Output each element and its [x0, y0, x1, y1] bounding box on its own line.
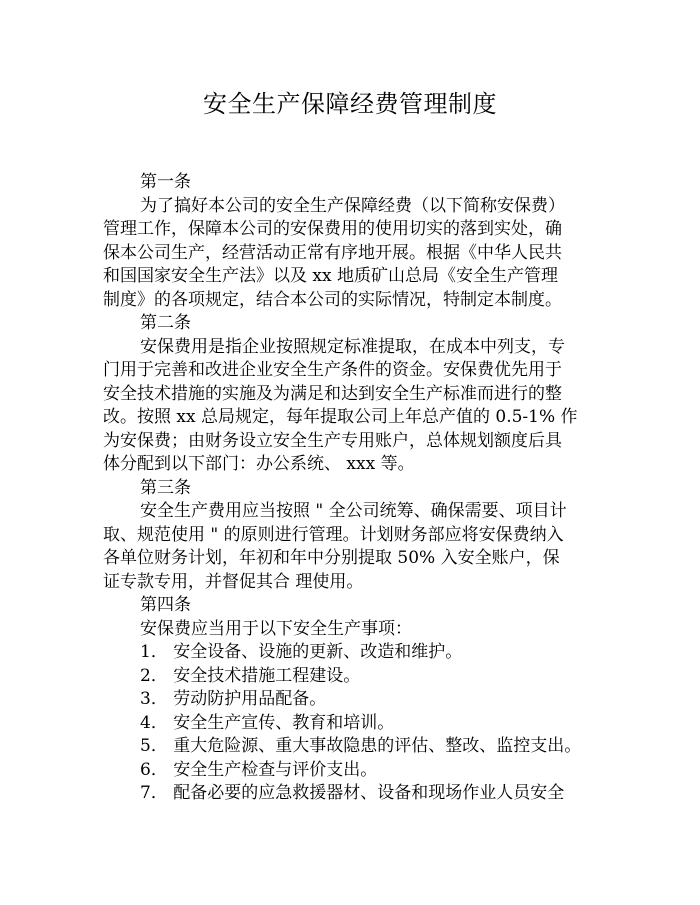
list-item: 1． 安全设备、设施的更新、改造和维护。	[140, 642, 463, 662]
paragraph-line: 门用于完善和改进企业安全生产条件的资金。安保费优先用于	[103, 360, 562, 380]
paragraph-line: 为安保费；由财务设立安全生产专用账户，总体规划额度后具	[103, 430, 562, 451]
paragraph-line: 安保费应当用于以下安全生产事项：	[140, 618, 412, 639]
list-item: 3． 劳动防护用品配备。	[140, 689, 327, 709]
paragraph-line: 安全生产费用应当按照 " 全公司统筹、确保需要、项目计	[140, 501, 567, 521]
article-heading-1: 第一条	[140, 172, 191, 192]
list-item: 5． 重大危险源、重大事故隐患的评估、整改、监控支出。	[140, 736, 582, 756]
paragraph-line: 和国国家安全生产法》以及 xx 地质矿山总局《安全生产管理	[103, 266, 558, 286]
list-item: 7． 配备必要的应急救援器材、设备和现场作业人员安全	[140, 783, 565, 803]
article-heading-2: 第二条	[140, 313, 191, 333]
article-heading-4: 第四条	[140, 595, 191, 615]
paragraph-line: 取、规范使用 " 的原则进行管理。计划财务部应将安保费纳入	[103, 524, 564, 545]
document-body	[103, 171, 613, 806]
paragraph-line: 安全技术措施的实施及为满足和达到安全生产标准而进行的整	[103, 383, 562, 404]
list-item: 2． 安全技术措施工程建设。	[140, 665, 361, 686]
paragraph-line: 管理工作，保障本公司的安保费用的使用切实的落到实处，确	[103, 219, 562, 239]
paragraph-line: 体分配到以下部门：办公系统、 xxx 等。	[103, 454, 415, 474]
article-heading-3: 第三条	[140, 477, 191, 498]
list-item: 6． 安全生产检查与评价支出。	[140, 759, 378, 780]
paragraph-line: 保本公司生产，经营活动正常有序地开展。根据《中华人民共	[103, 242, 562, 263]
paragraph-line: 为了搞好本公司的安全生产保障经费（以下简称安保费）	[140, 195, 565, 216]
paragraph-line: 各单位财务计划，年初和年中分别提取 50% 入安全账户，保	[103, 548, 560, 568]
document-title: 安全生产保障经费管理制度	[203, 90, 497, 118]
paragraph-line: 安保费用是指企业按照规定标准提取，在成本中列支，专	[140, 336, 565, 357]
paragraph-line: 改。按照 xx 总局规定，每年提取公司上年总产值的 0.5-1% 作	[103, 407, 578, 427]
paragraph-line: 证专款专用，并督促其合 理使用。	[103, 571, 364, 592]
paragraph-line: 制度》的各项规定，结合本公司的实际情况，特制定本制度。	[103, 289, 562, 310]
list-item: 4． 安全生产宣传、教育和培训。	[140, 712, 395, 733]
